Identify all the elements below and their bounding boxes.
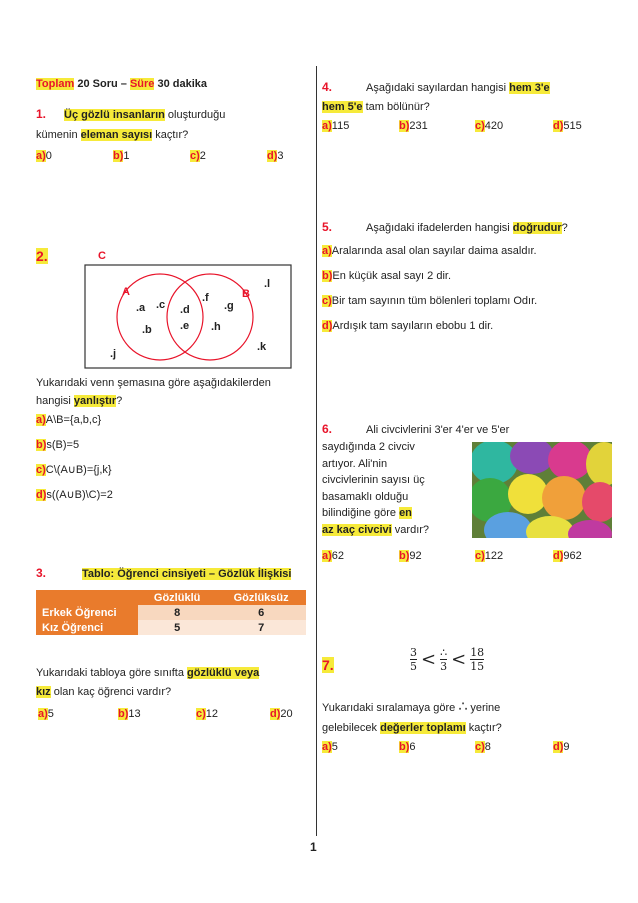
q5-text-a: Aşağıdaki ifadelerden hangisi xyxy=(366,222,513,234)
q4-options xyxy=(322,120,582,132)
q5-option-a[interactable]: a)Aralarında asal olan sayılar daima asaldır. xyxy=(322,245,537,257)
q1-option-d[interactable]: d)3 xyxy=(267,150,284,162)
venn-el-a: .a xyxy=(136,302,146,314)
header-count: 20 Soru – xyxy=(74,78,130,90)
q5-text-c: ? xyxy=(561,222,568,234)
q7-fraction-2: $\frac{\therefore}{3}$ xyxy=(440,646,448,673)
q2-number-wrap xyxy=(36,248,48,264)
q7-option-a[interactable]: a)5 xyxy=(322,741,338,753)
q3-table-row: Erkek Öğrenci 8 6 xyxy=(36,605,306,620)
q7-fraction-3: $\frac{18}{15}$ xyxy=(470,646,485,673)
venn-el-k: .k xyxy=(257,341,267,353)
q5-option-c[interactable]: c)Bir tam sayının tüm bölenleri toplamı Odır. xyxy=(322,295,538,307)
venn-el-c: .c xyxy=(156,299,166,311)
q7-text-e: kaçtır? xyxy=(465,722,502,734)
q6-option-b[interactable]: b)92 xyxy=(399,550,422,562)
q2-option-d[interactable]: d)s((A∪B)\C)=2 xyxy=(36,489,113,501)
q3-options xyxy=(38,708,293,720)
q4-text-c: hem 5'e xyxy=(322,101,363,113)
q2-text xyxy=(36,374,308,410)
q3-number: 3. xyxy=(36,566,47,580)
q7-text-a: Yukarıdaki sıralamaya göre xyxy=(322,702,459,714)
q5-option-d[interactable]: d)Ardışık tam sayıların ebobu 1 dir. xyxy=(322,320,494,332)
venn-circle-b xyxy=(167,274,253,360)
therefore-icon: ∴ xyxy=(458,699,468,715)
venn-el-d: .d xyxy=(180,304,190,316)
q6-text: saydığında 2 civciv artıyor. Ali'nin civcivlerinin sayısı üç basamaklı olduğu bilindiğine göre en az kaç civcivi vardır? xyxy=(322,441,430,536)
q4-text-d: tam bölünür? xyxy=(362,101,430,113)
q1-option-a[interactable]: a)0 xyxy=(36,150,52,162)
header-time-label: Süre xyxy=(129,78,155,90)
q2-option-a[interactable]: a)A\B={a,b,c} xyxy=(36,414,102,426)
q7-text xyxy=(322,697,612,738)
q2-options xyxy=(36,412,113,512)
q3-table-row: Kız Öğrenci 5 7 xyxy=(36,620,306,635)
venn-el-e: .e xyxy=(180,320,190,332)
q3-option-a[interactable]: a)5 xyxy=(38,708,54,720)
q6-line-1: Ali civcivlerini 3'er 4'er ve 5'er xyxy=(366,424,510,436)
q2-text-a: Yukarıdaki venn şemasına göre aşağıdakilerden xyxy=(36,377,271,389)
q1-text-a: Üç gözlü insanların xyxy=(64,109,165,121)
q3-text-b: gözlüklü veya xyxy=(187,667,260,679)
q7-text-c: gelebilecek xyxy=(322,722,381,734)
q1-text-d: eleman sayısı xyxy=(80,129,153,141)
q1-option-b[interactable]: b)1 xyxy=(113,150,130,162)
header-time: 30 dakika xyxy=(154,78,207,90)
q6-option-a[interactable]: a)62 xyxy=(322,550,345,562)
q2-number: 2. xyxy=(36,248,48,264)
q7-option-c[interactable]: c)8 xyxy=(475,741,491,753)
q3-table xyxy=(36,590,306,635)
q4-option-d[interactable]: d)515 xyxy=(553,120,582,132)
q3-text-a: Yukarıdaki tabloya göre sınıfta xyxy=(36,667,188,679)
q7-number-wrap xyxy=(322,657,334,673)
q2-text-d: ? xyxy=(116,395,123,407)
q4-option-a[interactable]: a)115 xyxy=(322,120,350,132)
q2-option-b[interactable]: b)s(B)=5 xyxy=(36,439,80,451)
q7-option-b[interactable]: b)6 xyxy=(399,741,416,753)
question-4 xyxy=(322,78,612,117)
q1-text-e: kaçtır? xyxy=(152,129,189,141)
venn-el-l: .l xyxy=(264,278,271,290)
venn-el-b: .b xyxy=(142,324,152,336)
venn-el-h: .h xyxy=(211,321,221,333)
chicks-photo xyxy=(472,442,612,538)
q3-text-c: kız xyxy=(36,686,51,698)
q1-text-c: kümenin xyxy=(36,129,81,141)
q3-title: Tablo: Öğrenci cinsiyeti – Gözlük İlişkisi xyxy=(82,568,292,580)
q3-title-row xyxy=(36,566,291,580)
venn-label-a: A xyxy=(122,286,130,298)
q1-text-b: oluşturduğu xyxy=(164,109,226,121)
q7-inequality: $\frac{3}{5}$ < $\frac{\therefore}{3}$ < $\frac{18}{15}$ xyxy=(410,646,485,673)
q2-text-c: yanlıştır xyxy=(73,395,117,407)
venn-el-g: .g xyxy=(224,300,234,312)
q3-option-b[interactable]: b)13 xyxy=(118,708,141,720)
question-1 xyxy=(36,104,306,145)
q3-option-d[interactable]: d)20 xyxy=(270,708,293,720)
venn-el-f: .f xyxy=(202,292,209,304)
venn-universe-label: C xyxy=(98,250,106,262)
q4-text-b: hem 3'e xyxy=(509,82,550,94)
q7-options xyxy=(322,741,570,753)
header-total-label: Toplam xyxy=(36,78,75,90)
q5-option-b[interactable]: b)En küçük asal sayı 2 dir. xyxy=(322,270,452,282)
q4-text-a: Aşağıdaki sayılardan hangisi xyxy=(366,82,510,94)
q7-fraction-1: $\frac{3}{5}$ xyxy=(410,646,417,673)
q5-options xyxy=(322,243,537,343)
q4-number: 4. xyxy=(322,80,333,94)
q6-options xyxy=(322,550,582,562)
q5-text-b: doğrudur xyxy=(512,222,562,234)
q1-option-c[interactable]: c)2 xyxy=(190,150,206,162)
q6-number: 6. xyxy=(322,422,333,436)
q5-number: 5. xyxy=(322,220,333,234)
q3-text-d: olan kaç öğrenci vardır? xyxy=(50,686,172,698)
q4-option-b[interactable]: b)231 xyxy=(399,120,428,132)
question-5 xyxy=(322,220,612,234)
column-divider xyxy=(316,66,317,836)
q3-option-c[interactable]: c)12 xyxy=(196,708,219,720)
q1-number: 1. xyxy=(36,107,47,121)
q6-option-c[interactable]: c)122 xyxy=(475,550,504,562)
q2-option-c[interactable]: c)C\(A∪B)={j,k} xyxy=(36,464,112,476)
q2-text-b: hangisi xyxy=(36,395,74,407)
q7-option-d[interactable]: d)9 xyxy=(553,741,570,753)
q7-text-d: değerler toplamı xyxy=(380,722,466,734)
q6-option-d[interactable]: d)962 xyxy=(553,550,582,562)
q4-option-c[interactable]: c)420 xyxy=(475,120,504,132)
venn-label-b: B xyxy=(242,288,250,300)
venn-diagram xyxy=(84,245,294,370)
q7-text-b: yerine xyxy=(467,702,501,714)
q3-table-header: Gözlüklü Gözlüksüz xyxy=(36,590,306,605)
venn-el-j: .j xyxy=(110,348,117,360)
q6-first-line xyxy=(322,422,612,436)
q1-options xyxy=(36,150,284,162)
q3-text xyxy=(36,664,308,702)
page-number: 1 xyxy=(310,840,317,854)
q7-number: 7. xyxy=(322,657,334,673)
exam-header xyxy=(36,78,207,90)
